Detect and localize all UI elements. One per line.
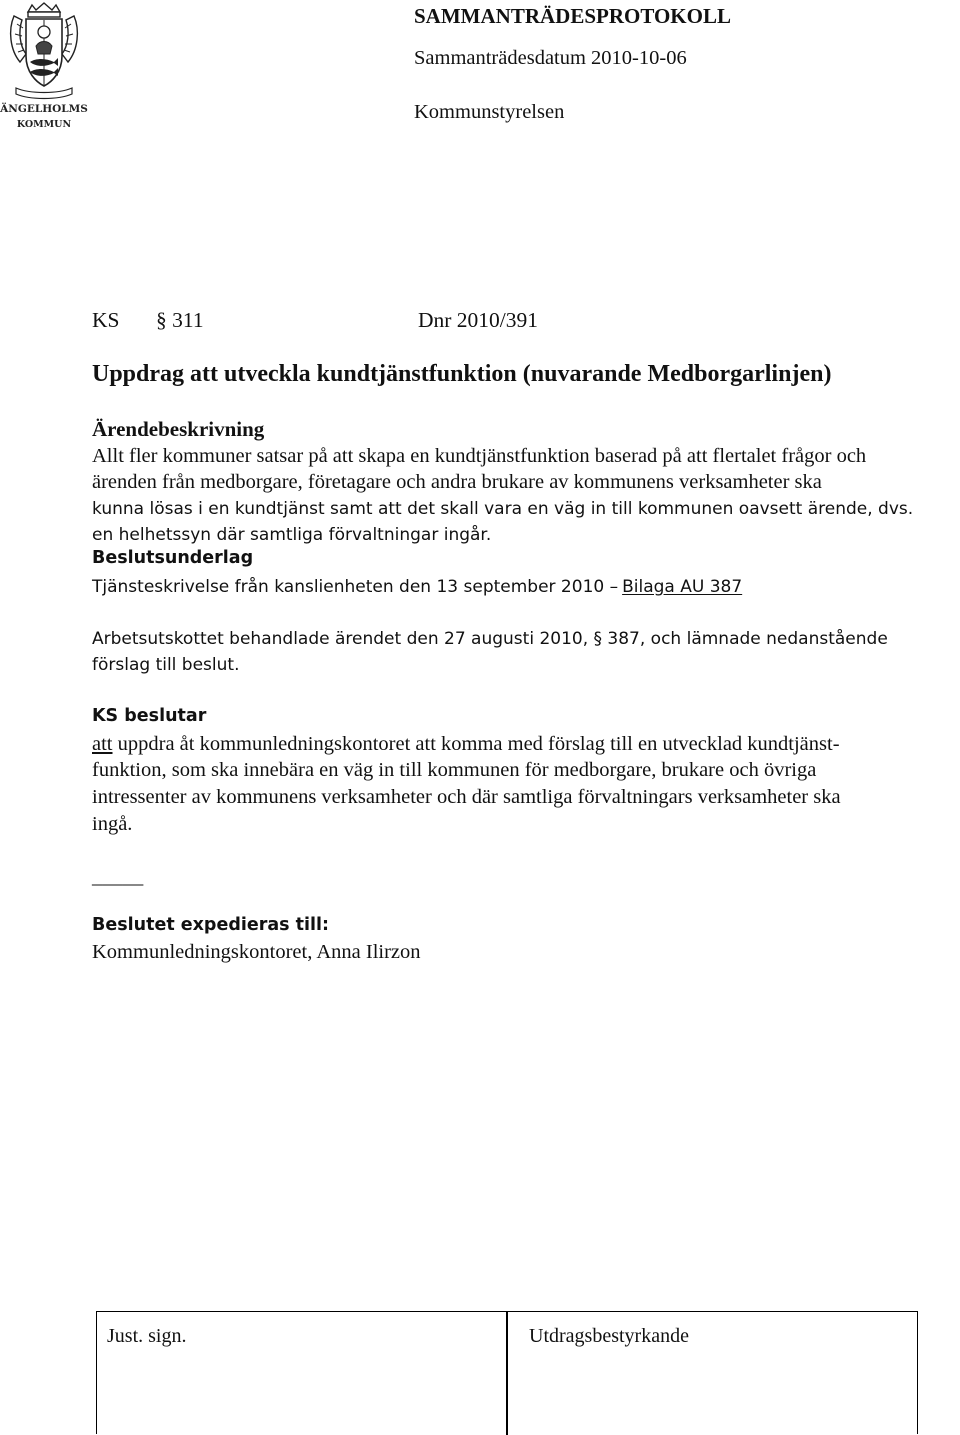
basis-text: Tjänsteskrivelse från kanslienheten den 13 september 2010 – (92, 577, 619, 597)
attachment-link[interactable]: Bilaga AU 387 (622, 577, 743, 597)
decision-line: funktion, som ska innebära en väg in till kommunen för medborgare, brukare och övriga (92, 759, 817, 781)
document-title: SAMMANTRÄDESPROTOKOLL (414, 4, 731, 28)
case-ks: KS (92, 308, 120, 332)
decision-line (92, 733, 840, 756)
decision-first-word: att (92, 733, 113, 755)
case-section: § 311 (156, 308, 204, 332)
signature-table (96, 1311, 918, 1434)
section-heading-beslutsunderlag: Beslutsunderlag (92, 548, 254, 568)
basis-line (92, 577, 742, 597)
signature-just-sign: Just. sign. (107, 1325, 187, 1347)
description-line: ärenden från medborgare, företagare och andra brukare av kommunens verksamheter ska (92, 471, 822, 493)
signature-divider (506, 1312, 508, 1435)
description-line: kunna lösas i en kundtjänst samt att det skall vara en väg in till kommunen oavsett ärende, dvs. (92, 499, 914, 519)
committee-line: förslag till beslut. (92, 655, 240, 675)
decision-line: ingå. (92, 813, 133, 835)
svg-text:ÄNGELHOLMS: ÄNGELHOLMS (0, 103, 88, 115)
section-heading-ks-beslutar: KS beslutar (92, 706, 207, 726)
description-line: en helhetssyn där samtliga förvaltningar ingår. (92, 525, 492, 545)
description-line: Allt fler kommuner satsar på att skapa en kundtjänstfunktion baserad på att flertalet frågor och (92, 445, 867, 467)
committee-name: Kommunstyrelsen (414, 101, 565, 123)
meeting-date: Sammanträdesdatum 2010-10-06 (414, 47, 687, 69)
coat-of-arms-icon (0, 2, 88, 136)
committee-line: Arbetsutskottet behandlade ärendet den 27 augusti 2010, § 387, och lämnade nedanstående (92, 629, 888, 649)
case-title: Uppdrag att utveckla kundtjänstfunktion (nuvarande Medborgarlinjen) (92, 361, 832, 387)
svg-text:KOMMUN: KOMMUN (16, 119, 72, 130)
separator-line: _____ (92, 866, 144, 888)
section-heading-expedieras: Beslutet expedieras till: (92, 915, 330, 935)
section-heading-arendebeskrivning: Ärendebeskrivning (92, 417, 265, 441)
recipient: Kommunledningskontoret, Anna Ilirzon (92, 941, 421, 963)
case-reference-line (92, 308, 692, 336)
signature-utdragsbestyrkande: Utdragsbestyrkande (529, 1325, 689, 1347)
municipality-logo (0, 2, 88, 136)
decision-line: intressenter av kommunens verksamheter och där samtliga förvaltningars verksamheter ska (92, 786, 841, 808)
decision-line-rest: uppdra åt kommunledningskontoret att komma med förslag till en utvecklad kundtjänst- (112, 733, 840, 755)
case-dnr: Dnr 2010/391 (418, 308, 539, 332)
